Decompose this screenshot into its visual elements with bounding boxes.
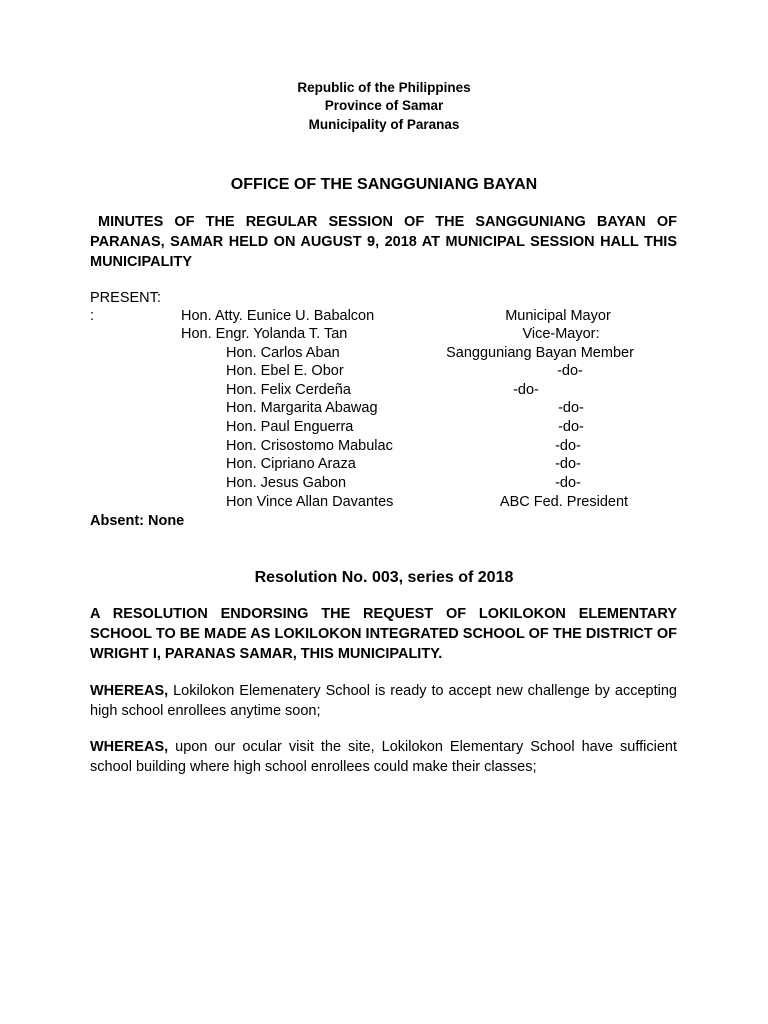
attendee-name: Hon. Carlos Aban bbox=[226, 345, 340, 361]
attendee-name: Hon. Crisostomo Mabulac bbox=[226, 438, 393, 454]
attendee-position: -do- bbox=[558, 419, 584, 435]
attendee-position: -do- bbox=[555, 475, 581, 491]
whereas-text: Lokilokon Elemenatery School is ready to accept new challenge by accepting high school enrollees anytime soon; bbox=[90, 683, 677, 719]
attendee-position: -do- bbox=[555, 438, 581, 454]
whereas-label: WHEREAS, bbox=[90, 683, 169, 699]
minutes-title: MINUTES OF THE REGULAR SESSION OF THE SANGGUNIANG BAYAN OF PARANAS, SAMAR HELD ON AUGUST 9, 2018 AT MUNICIPAL SESSION HALL THIS MUNICIPALITY bbox=[90, 214, 677, 270]
attendee-name: Hon. Atty. Eunice U. Babalcon bbox=[181, 308, 375, 324]
present-colon: : bbox=[90, 308, 95, 324]
attendee-position: Sangguniang Bayan Member bbox=[446, 345, 634, 361]
attendee-name: Hon. Ebel E. Obor bbox=[226, 363, 344, 379]
attendee-name: Hon. Cipriano Araza bbox=[226, 456, 356, 472]
resolution-title: Resolution No. 003, series of 2018 bbox=[254, 569, 514, 586]
whereas-text: upon our ocular visit the site, Lokilokon Elementary School have sufficient school building where high school enrollees could make their classes; bbox=[90, 739, 677, 775]
attendee-name: Hon. Felix Cerdeña bbox=[226, 382, 351, 398]
attendee-name: Hon. Paul Enguerra bbox=[226, 419, 354, 435]
attendee-position: -do- bbox=[558, 400, 584, 416]
attendee-name: Hon Vince Allan Davantes bbox=[226, 494, 394, 510]
attendee-position: Vice-Mayor: bbox=[522, 326, 600, 342]
whereas-paragraph bbox=[90, 681, 677, 721]
whereas-paragraph bbox=[90, 737, 677, 777]
attendee-name: Hon. Jesus Gabon bbox=[226, 475, 347, 491]
attendee-position: ABC Fed. President bbox=[499, 494, 629, 510]
header-province: Province of Samar bbox=[324, 98, 444, 113]
attendee-position: Municipal Mayor bbox=[505, 308, 611, 324]
attendee-position: -do- bbox=[557, 363, 583, 379]
whereas-label: WHEREAS, bbox=[90, 739, 169, 755]
header-republic: Republic of the Philippines bbox=[297, 80, 471, 95]
attendee-name: Hon. Margarita Abawag bbox=[226, 400, 378, 416]
absent-line: Absent: None bbox=[90, 513, 185, 529]
header-municipality: Municipality of Paranas bbox=[308, 117, 460, 132]
resolution-heading: A RESOLUTION ENDORSING THE REQUEST OF LOKILOKON ELEMENTARY SCHOOL TO BE MADE AS LOKILOKON INTEGRATED SCHOOL OF THE DISTRICT OF WRIGHT I, PARANAS SAMAR, THIS MUNICIPALITY. bbox=[90, 606, 677, 662]
attendee-position: -do- bbox=[555, 456, 581, 472]
present-label: PRESENT: bbox=[90, 290, 161, 306]
office-title: OFFICE OF THE SANGGUNIANG BAYAN bbox=[230, 176, 538, 193]
attendee-name: Hon. Engr. Yolanda T. Tan bbox=[181, 326, 348, 342]
attendee-position: -do- bbox=[513, 382, 539, 398]
